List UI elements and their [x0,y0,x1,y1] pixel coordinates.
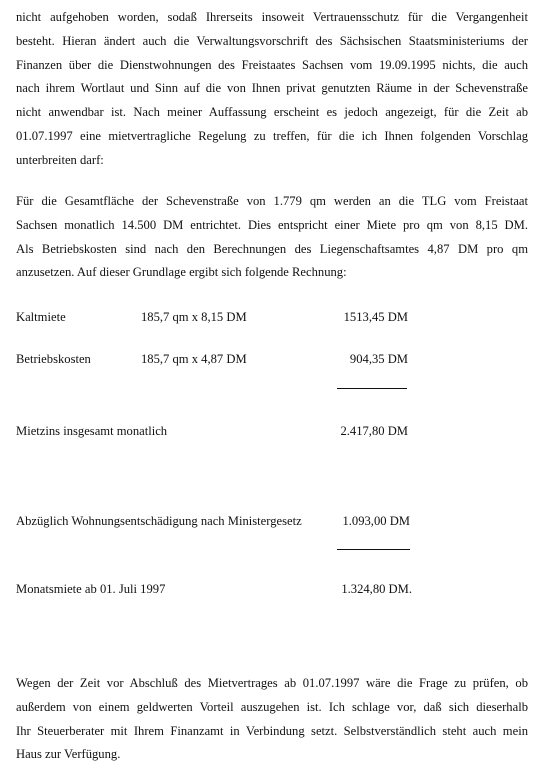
text-line: Als Betriebskosten sind nach den Berechnungen des Liegenschaftsamtes 4,87 DM pro qm [16,241,528,256]
row-calculation: 185,7 qm x 4,87 DM [141,352,247,366]
text-line: Sachsen monatlich 14.500 DM entrichtet. Dies entspricht einer Miete pro qm von 8,15 DM. [16,217,528,232]
row-kaltmiete [16,308,408,326]
row-amount: 904,35 DM [349,352,408,366]
text-line: besteht. Hieran ändert auch die Verwaltungsvorschrift des Sächsischen Staatsministeriums der [16,33,528,48]
text-line: Wegen der Zeit vor Abschluß des Mietvertrages ab 01.07.1997 wäre die Frage zu prüfen, ob [16,676,528,690]
text-line: außerdem von einem geldwerten Vorteil auszugehen ist. Ich schlage vor, daß sich dieserhalb [16,699,528,714]
row-abzueglich [16,512,410,530]
row-calculation: 185,7 qm x 8,15 DM [141,310,247,324]
sum-rule [337,388,407,389]
text-line: nach ihrem Wortlaut und Sinn auf die von Ihnen privat genutzten Räume in der Schevenstraße [16,81,528,96]
sum-rule [337,549,410,550]
row-label: Betriebskosten [16,352,91,366]
text-line: anzusetzen. Auf dieser Grundlage ergibt sich folgende Rechnung: [16,265,347,280]
row-amount: 1.093,00 DM [342,514,410,528]
text-line: Ihr Steuerberater mit Ihrem Finanzamt in Verbindung setzt. Selbstverständlich steht auch mein [16,723,528,738]
text-line: unterbreiten darf: [16,152,104,167]
text-line: nicht anwendbar ist. Nach meiner Auffassung erscheint es jedoch angezeigt, für die Zeit ab [16,105,528,120]
row-label: Abzüglich Wohnungsentschädigung nach Ministergesetz [16,514,302,528]
row-label: Monatsmiete ab 01. Juli 1997 [16,582,166,596]
text-line: Finanzen über die Dienstwohnungen des Freistaates Sachsen vom 19.09.1995 nichts, die auch [16,57,528,72]
text-line: Haus zur Verfügung. [16,747,121,762]
row-label: Kaltmiete [16,310,66,324]
row-amount: 1513,45 DM [343,310,408,324]
row-betriebskosten [16,350,408,368]
closing-paragraph [16,672,528,767]
basis-paragraph [16,190,528,285]
text-line: 01.07.1997 eine mietvertragliche Regelung zu treffen, für die ich Ihnen folgenden Vorschlag [16,128,528,143]
text-line: Für die Gesamtfläche der Schevenstraße von 1.779 qm werden an die TLG vom Freistaat [16,194,528,208]
text-line: nicht aufgehoben worden, sodaß Ihrerseits insoweit Vertrauensschutz für die Vergangenheit [16,10,528,24]
row-mietzins [16,422,408,440]
intro-paragraph [16,6,528,173]
row-amount: 1.324,80 DM. [341,582,412,596]
row-monatsmiete [16,580,412,598]
row-label: Mietzins insgesamt monatlich [16,424,168,438]
row-amount: 2.417,80 DM [340,424,408,438]
